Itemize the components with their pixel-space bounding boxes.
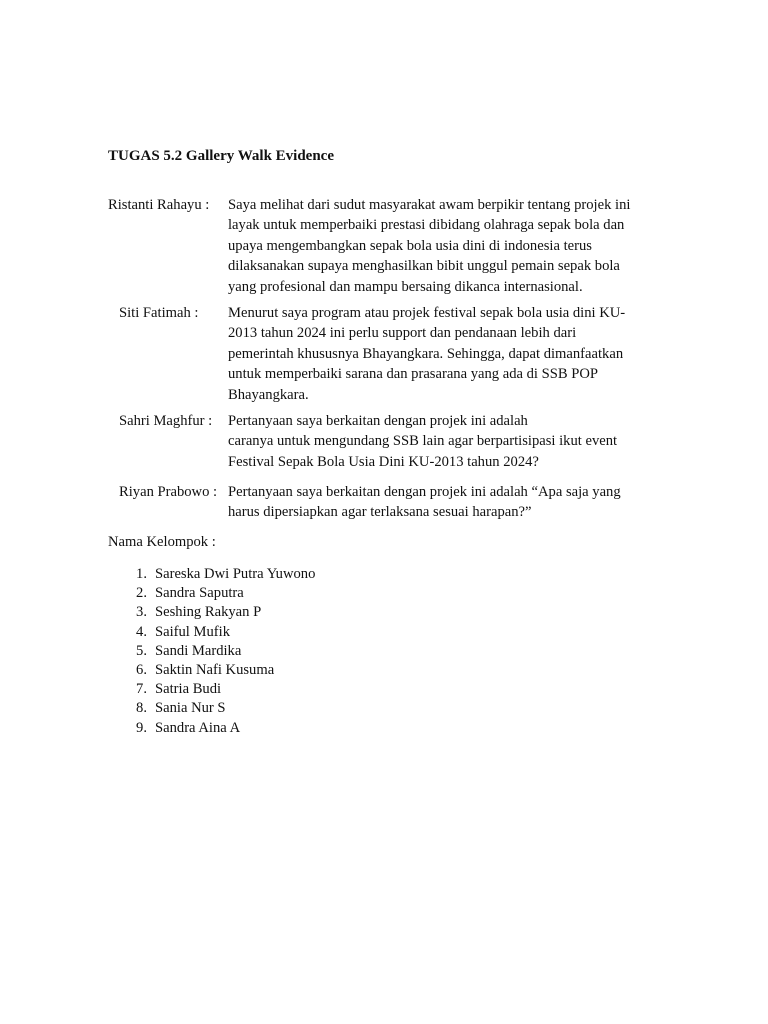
entry-line: layak untuk memperbaiki prestasi dibidang olahraga sepak bola dan xyxy=(228,217,625,234)
entry-text xyxy=(228,195,668,297)
entry-name: Siti Fatimah : xyxy=(119,305,199,321)
entry-line: Menurut saya program atau projek festival sepak bola usia dini KU- xyxy=(228,305,626,321)
list-item xyxy=(108,584,315,603)
member-name: Sandra Saputra xyxy=(155,585,244,602)
document-title: TUGAS 5.2 Gallery Walk Evidence xyxy=(108,148,334,164)
list-item xyxy=(108,623,315,642)
entry-line: Pertanyaan saya berkaitan dengan projek ini adalah “Apa saja yang xyxy=(228,484,621,500)
list-item xyxy=(108,719,315,738)
entry-line: untuk memperbaiki sarana dan prasarana yang ada di SSB POP xyxy=(228,366,599,383)
entry-name: Sahri Maghfur : xyxy=(119,413,213,429)
entry-text xyxy=(228,303,668,405)
entry-line: 2013 tahun 2024 ini perlu support dan pendanaan lebih dari xyxy=(228,325,577,342)
entry-line: upaya mengembangkan sepak bola usia dini di indonesia terus xyxy=(228,237,592,254)
list-number: 6. xyxy=(136,661,147,678)
list-item xyxy=(108,661,315,680)
entry-text xyxy=(228,411,668,472)
entry-text xyxy=(228,482,668,523)
member-name: Saktin Nafi Kusuma xyxy=(155,661,275,678)
list-item xyxy=(108,603,315,622)
entry-line: caranya untuk mengundang SSB lain agar berpartisipasi ikut event xyxy=(228,433,618,450)
entry-line: pemerintah khususnya Bhayangkara. Sehingga, dapat dimanfaatkan xyxy=(228,345,624,362)
member-name: Sareska Dwi Putra Yuwono xyxy=(155,566,316,582)
list-number: 4. xyxy=(136,623,147,640)
member-name: Satria Budi xyxy=(155,681,222,698)
entry-line: Bhayangkara. xyxy=(228,386,309,403)
list-number: 5. xyxy=(136,642,147,659)
entry-line: yang profesional dan mampu bersaing dikanca internasional. xyxy=(228,278,583,295)
list-number: 3. xyxy=(136,604,147,621)
list-item xyxy=(108,642,315,661)
list-item xyxy=(108,680,315,699)
list-number: 7. xyxy=(136,681,147,698)
entry-line: dilaksanakan supaya menghasilkan bibit unggul pemain sepak bola xyxy=(228,258,620,275)
entry-name: Riyan Prabowo : xyxy=(119,484,218,500)
entry-line: Pertanyaan saya berkaitan dengan projek ini adalah xyxy=(228,413,528,429)
list-number: 1. xyxy=(136,566,147,582)
entry-line: Saya melihat dari sudut masyarakat awam berpikir tentang projek ini xyxy=(228,197,631,213)
entry-name: Ristanti Rahayu : xyxy=(108,197,210,213)
entry-line: Festival Sepak Bola Usia Dini KU-2013 tahun 2024? xyxy=(228,453,539,470)
member-name: Sania Nur S xyxy=(155,700,226,717)
list-number: 9. xyxy=(136,719,147,736)
list-number: 2. xyxy=(136,585,147,602)
list-item xyxy=(108,565,315,584)
member-name: Sandi Mardika xyxy=(155,642,242,659)
group-label: Nama Kelompok : xyxy=(108,534,216,550)
member-name: Saiful Mufik xyxy=(155,623,230,640)
member-name: Sandra Aina A xyxy=(155,719,241,736)
list-item xyxy=(108,699,315,718)
member-name: Seshing Rakyan P xyxy=(155,604,262,621)
entry-line: harus dipersiapkan agar terlaksana sesuai harapan?” xyxy=(228,504,532,521)
list-number: 8. xyxy=(136,700,147,717)
member-list xyxy=(108,565,315,738)
